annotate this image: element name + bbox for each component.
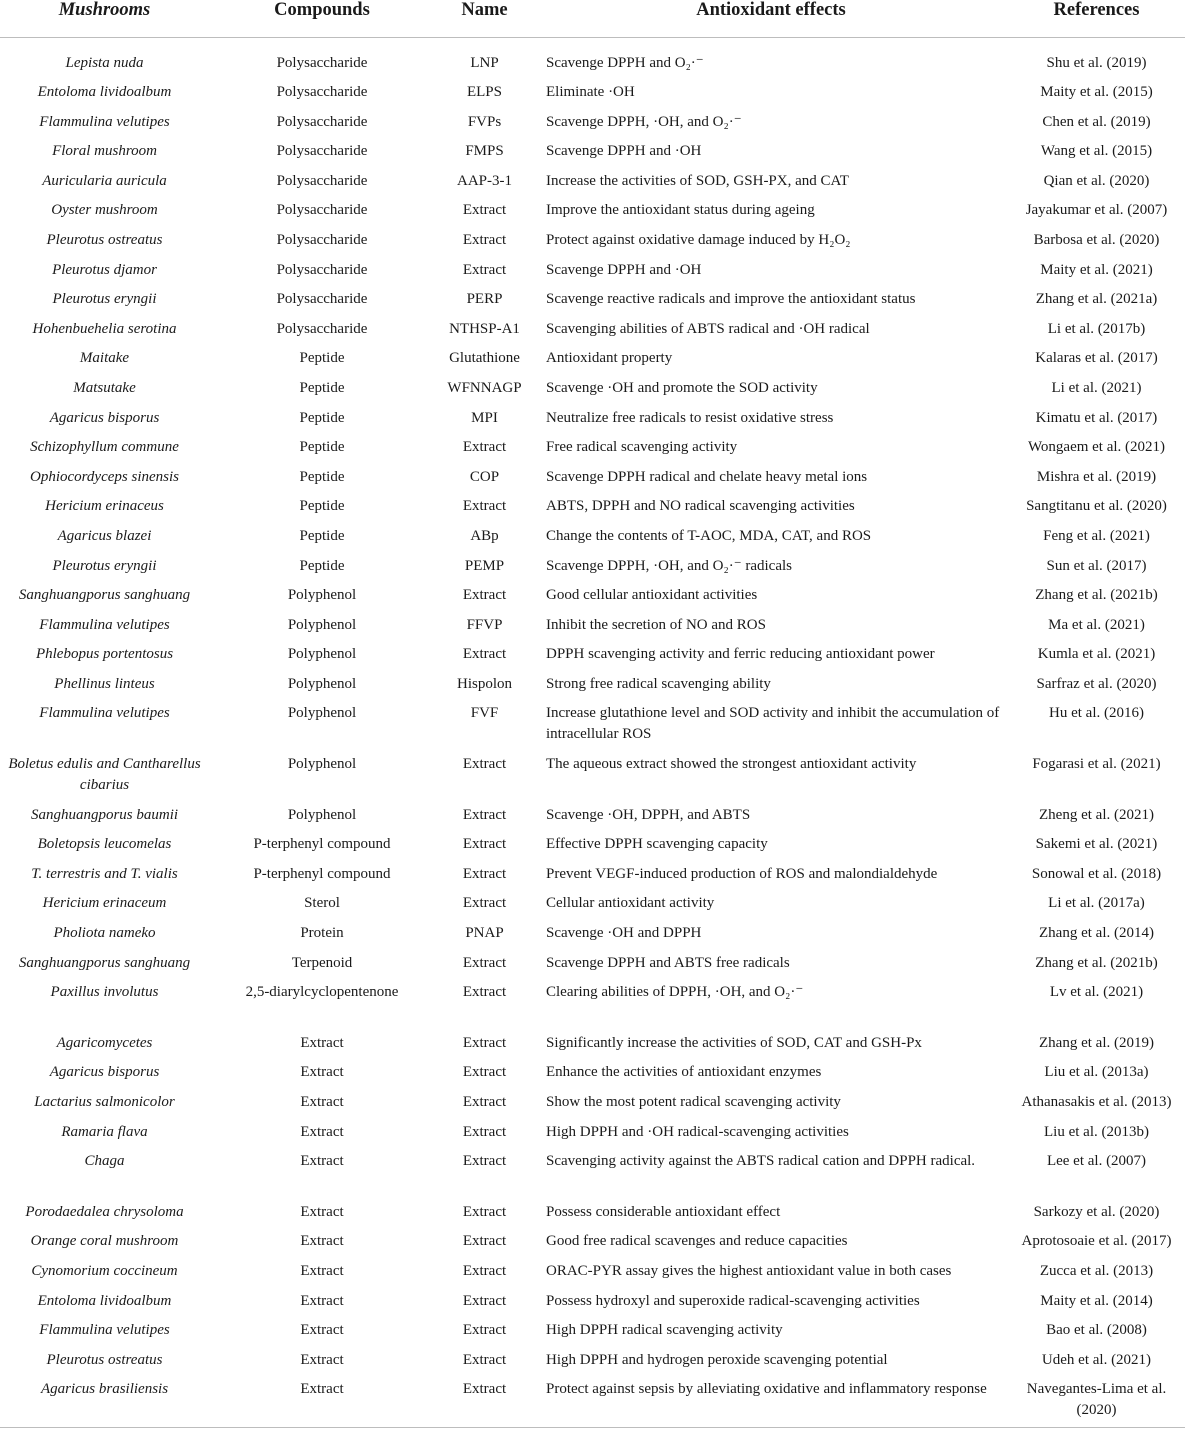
cell-reference: Mishra et al. (2019) xyxy=(1036,468,1157,485)
cell-mushroom: Oyster mushroom xyxy=(51,202,158,219)
cell-antioxidant-effect: Inhibit the secretion of NO and ROS xyxy=(546,616,766,633)
table-row xyxy=(0,638,1185,668)
cell-antioxidant-effect: Scavenge DPPH and ABTS free radicals xyxy=(546,954,790,971)
cell-reference: Liu et al. (2013a) xyxy=(1044,1064,1149,1081)
cell-antioxidant-effect: Increase glutathione level and SOD activity and inhibit the accumulation of intracellular ROS xyxy=(546,705,1000,743)
cell-mushroom: Agaricus bisporus xyxy=(49,1064,160,1081)
table-row xyxy=(0,490,1185,520)
cell-compound: Extract xyxy=(300,1351,344,1368)
cell-name: Extract xyxy=(462,439,507,456)
cell-name: Extract xyxy=(462,1292,507,1309)
cell-mushroom: Schizophyllum commune xyxy=(30,439,179,456)
cell-mushroom: Maitake xyxy=(79,350,130,367)
cell-name: Extract xyxy=(462,587,507,604)
cell-antioxidant-effect: Clearing abilities of DPPH, ·OH, and O₂·⁻ xyxy=(546,984,804,1001)
cell-compound: Polyphenol xyxy=(287,616,357,633)
cell-reference: Hu et al. (2016) xyxy=(1049,705,1144,722)
cell-reference: Kalaras et al. (2017) xyxy=(1035,350,1158,367)
cell-name: FMPS xyxy=(465,143,504,160)
cell-antioxidant-effect: Scavenge DPPH and ·OH xyxy=(546,261,702,278)
cell-mushroom: Agaricus bisporus xyxy=(49,409,160,426)
cell-compound: P-terphenyl compound xyxy=(253,865,391,882)
cell-name: LNP xyxy=(470,55,499,71)
cell-compound: Protein xyxy=(300,925,344,942)
cell-reference: Navegantes-Lima et al. (2020) xyxy=(1008,1373,1185,1428)
cell-reference: Zhang et al. (2019) xyxy=(1039,1034,1154,1051)
cell-compound: Peptide xyxy=(299,498,345,515)
cell-name: AAP-3-1 xyxy=(457,172,512,189)
cell-compound: Polyphenol xyxy=(287,756,357,773)
table-row xyxy=(0,194,1185,224)
cell-antioxidant-effect: The aqueous extract showed the strongest antioxidant activity xyxy=(546,756,917,773)
cell-compound: Extract xyxy=(300,1292,344,1309)
cell-mushroom: Flammulina velutipes xyxy=(39,705,170,722)
table-row xyxy=(0,1225,1185,1255)
cell-name: PNAP xyxy=(465,925,504,942)
header-row xyxy=(0,0,1185,38)
cell-compound: Polyphenol xyxy=(287,587,357,604)
cell-compound: Extract xyxy=(300,1094,344,1110)
cell-compound: Polysaccharide xyxy=(276,84,368,100)
cell-compound: Polysaccharide xyxy=(276,291,368,308)
table-row xyxy=(0,1116,1185,1146)
table-row xyxy=(0,283,1185,313)
table-row xyxy=(0,313,1185,343)
cell-reference: Zhang et al. (2021b) xyxy=(1035,954,1158,971)
cell-name: Extract xyxy=(462,646,507,663)
cell-antioxidant-effect: Scavenging abilities of ABTS radical and ·OH radical xyxy=(546,320,870,337)
cell-reference: Feng et al. (2021) xyxy=(1043,527,1150,544)
cell-compound: Peptide xyxy=(299,439,345,456)
table-row xyxy=(0,461,1185,491)
cell-antioxidant-effect: Significantly increase the activities of SOD, CAT and GSH-Px xyxy=(546,1034,922,1051)
cell-reference: Sarkozy et al. (2020) xyxy=(1033,1203,1160,1220)
cell-compound: Polyphenol xyxy=(287,646,357,663)
cell-name: Extract xyxy=(462,1153,507,1170)
table-row xyxy=(0,799,1185,829)
header-mushrooms: Mushrooms xyxy=(0,0,209,38)
cell-name: Extract xyxy=(462,1123,507,1140)
cell-mushroom: Ophiocordyceps sinensis xyxy=(29,468,179,485)
table-row xyxy=(0,858,1185,888)
table-row xyxy=(0,224,1185,254)
cell-mushroom: Cynomorium coccineum xyxy=(31,1262,178,1279)
cell-name: FFVP xyxy=(466,616,503,633)
cell-compound: Extract xyxy=(209,1373,435,1428)
cell-mushroom: Auricularia auricula xyxy=(42,172,167,189)
cell-mushroom: Sanghuangporus baumii xyxy=(30,806,179,823)
cell-compound: Peptide xyxy=(299,557,345,574)
cell-reference: Udeh et al. (2021) xyxy=(1041,1351,1152,1368)
cell-compound: Peptide xyxy=(299,468,345,485)
cell-reference: Zheng et al. (2021) xyxy=(1039,806,1154,823)
cell-name: COP xyxy=(469,468,500,485)
cell-name: Extract xyxy=(462,806,507,823)
table-row xyxy=(0,1314,1185,1344)
cell-reference: Fogarasi et al. (2021) xyxy=(1032,756,1161,773)
cell-reference: Maity et al. (2021) xyxy=(1040,261,1153,278)
table-row xyxy=(0,135,1185,165)
cell-reference: Li et al. (2017a) xyxy=(1048,895,1145,912)
cell-mushroom: Lactarius salmonicolor xyxy=(34,1094,175,1110)
cell-compound: Polysaccharide xyxy=(276,231,368,248)
table-row xyxy=(0,254,1185,284)
cell-mushroom: Pleurotus ostreatus xyxy=(46,231,163,248)
cell-antioxidant-effect: DPPH scavenging activity and ferric reducing antioxidant power xyxy=(546,646,935,663)
cell-antioxidant-effect: Prevent VEGF-induced production of ROS and malondialdehyde xyxy=(546,865,938,882)
cell-mushroom: Pleurotus eryngii xyxy=(52,291,157,308)
cell-mushroom: Paxillus involutus xyxy=(50,984,159,1001)
cell-compound: Polysaccharide xyxy=(276,261,368,278)
cell-antioxidant-effect: Effective DPPH scavenging capacity xyxy=(546,836,768,853)
cell-name: Extract xyxy=(462,1233,507,1250)
cell-mushroom: Sanghuangporus sanghuang xyxy=(18,587,191,604)
cell-compound: Polysaccharide xyxy=(276,320,368,337)
header-name: Name xyxy=(435,0,534,38)
cell-mushroom: Flammulina velutipes xyxy=(39,1322,170,1339)
table-row xyxy=(0,1086,1185,1116)
cell-mushroom: Entoloma lividoalbum xyxy=(37,1292,172,1309)
cell-mushroom: Hericium erinaceum xyxy=(42,895,167,912)
cell-antioxidant-effect: ORAC-PYR assay gives the highest antioxidant value in both cases xyxy=(546,1262,952,1279)
cell-mushroom: Agaricomycetes xyxy=(56,1034,153,1051)
cell-antioxidant-effect: Neutralize free radicals to resist oxidative stress xyxy=(546,409,834,426)
cell-reference: Lv et al. (2021) xyxy=(1049,984,1144,1001)
table-row xyxy=(0,976,1185,1027)
cell-antioxidant-effect: Enhance the activities of antioxidant enzymes xyxy=(546,1064,822,1081)
cell-antioxidant-effect: Possess considerable antioxidant effect xyxy=(546,1203,781,1220)
cell-mushroom: Flammulina velutipes xyxy=(39,616,170,633)
cell-antioxidant-effect: ABTS, DPPH and NO radical scavenging activities xyxy=(546,498,855,515)
cell-reference: Kumla et al. (2021) xyxy=(1037,646,1156,663)
cell-name: Extract xyxy=(462,498,507,515)
cell-mushroom: Agaricus brasiliensis xyxy=(0,1373,209,1428)
cell-compound: Extract xyxy=(300,1233,344,1250)
cell-antioxidant-effect: Increase the activities of SOD, GSH-PX, and CAT xyxy=(546,172,849,189)
cell-name: ABp xyxy=(470,527,499,544)
cell-compound: Extract xyxy=(300,1123,344,1140)
cell-mushroom: Pholiota nameko xyxy=(53,925,156,942)
cell-reference: Sangtitanu et al. (2020) xyxy=(1026,498,1167,515)
cell-name: Extract xyxy=(435,1373,534,1428)
cell-name: Extract xyxy=(462,231,507,248)
table-row xyxy=(0,748,1185,799)
cell-mushroom: Porodaedalea chrysoloma xyxy=(25,1203,184,1220)
cell-antioxidant-effect: Scavenge DPPH and O₂·⁻ xyxy=(546,55,704,71)
cell-reference: Sarfraz et al. (2020) xyxy=(1036,675,1157,692)
cell-mushroom: Phlebopus portentosus xyxy=(35,646,174,663)
cell-name: Hispolon xyxy=(456,675,512,692)
cell-mushroom: Hohenbuehelia serotina xyxy=(32,320,177,337)
table-row xyxy=(0,917,1185,947)
cell-name: PERP xyxy=(466,291,503,308)
table-row xyxy=(0,1145,1185,1196)
cell-antioxidant-effect: Scavenge reactive radicals and improve the antioxidant status xyxy=(546,291,916,308)
cell-name: Extract xyxy=(462,895,507,912)
cell-mushroom: Matsutake xyxy=(73,379,136,396)
cell-antioxidant-effect: Antioxidant property xyxy=(546,350,673,367)
table-row xyxy=(0,550,1185,580)
cell-compound: Extract xyxy=(300,1262,344,1279)
cell-reference: Qian et al. (2020) xyxy=(1043,172,1150,189)
cell-compound: Extract xyxy=(300,1203,344,1220)
cell-mushroom: Phellinus linteus xyxy=(54,675,155,692)
cell-compound: Peptide xyxy=(299,350,345,367)
cell-compound: Polyphenol xyxy=(287,705,357,722)
table-row xyxy=(0,828,1185,858)
table-row xyxy=(0,697,1185,748)
header-references: References xyxy=(1008,0,1185,38)
cell-compound: 2,5-diarylcyclopentenone xyxy=(245,984,399,1001)
cell-name: Extract xyxy=(462,1034,507,1051)
table-row xyxy=(0,431,1185,461)
cell-name: Extract xyxy=(462,202,507,219)
table-row xyxy=(0,106,1185,136)
cell-antioxidant-effect: Show the most potent radical scavenging activity xyxy=(546,1094,841,1110)
cell-reference: Jayakumar et al. (2007) xyxy=(1025,202,1168,219)
cell-reference: Sakemi et al. (2021) xyxy=(1035,836,1158,853)
cell-name: Extract xyxy=(462,954,507,971)
cell-antioxidant-effect: Good free radical scavenges and reduce capacities xyxy=(546,1233,848,1250)
cell-name: Glutathione xyxy=(449,350,520,367)
cell-name: MPI xyxy=(471,409,498,426)
cell-antioxidant-effect: Scavenge ·OH and DPPH xyxy=(546,925,702,942)
cell-mushroom: Sanghuangporus sanghuang xyxy=(18,954,191,971)
cell-mushroom: Pleurotus ostreatus xyxy=(46,1351,163,1368)
cell-compound: Extract xyxy=(300,1064,344,1081)
cell-compound: Polysaccharide xyxy=(276,143,368,160)
cell-compound: Polyphenol xyxy=(287,806,357,823)
cell-reference: Ma et al. (2021) xyxy=(1048,616,1145,633)
cell-reference: Zhang et al. (2021b) xyxy=(1035,587,1158,604)
cell-compound: Terpenoid xyxy=(291,954,353,971)
table-row xyxy=(0,668,1185,698)
table-row xyxy=(0,342,1185,372)
table-row xyxy=(0,520,1185,550)
cell-mushroom: T. terrestris and T. vialis xyxy=(31,865,178,882)
cell-reference: Wang et al. (2015) xyxy=(1040,143,1153,160)
cell-mushroom: Chaga xyxy=(84,1153,125,1170)
cell-antioxidant-effect: Scavenge DPPH, ·OH, and O₂·⁻ xyxy=(546,113,742,130)
table-row xyxy=(0,609,1185,639)
cell-antioxidant-effect: Possess hydroxyl and superoxide radical-scavenging activities xyxy=(546,1292,920,1309)
cell-antioxidant-effect: Scavenge DPPH and ·OH xyxy=(546,143,702,160)
cell-name: Extract xyxy=(462,836,507,853)
cell-antioxidant-effect: Scavenge ·OH, DPPH, and ABTS xyxy=(546,806,751,823)
cell-mushroom: Flammulina velutipes xyxy=(39,113,170,130)
cell-reference: Wongaem et al. (2021) xyxy=(1027,439,1166,456)
table-row xyxy=(0,1027,1185,1057)
table-row xyxy=(0,579,1185,609)
table-row xyxy=(0,1255,1185,1285)
cell-antioxidant-effect: Scavenge DPPH radical and chelate heavy metal ions xyxy=(546,468,868,485)
table-header xyxy=(0,0,1185,38)
table-row xyxy=(0,402,1185,432)
cell-reference: Lee et al. (2007) xyxy=(1046,1153,1147,1170)
cell-compound: Polysaccharide xyxy=(276,113,368,130)
cell-antioxidant-effect: Eliminate ·OH xyxy=(546,84,635,100)
cell-reference: Sun et al. (2017) xyxy=(1046,557,1147,574)
table-row xyxy=(0,38,1185,77)
cell-mushroom: Agaricus blazei xyxy=(57,527,152,544)
cell-name: FVF xyxy=(470,705,499,722)
cell-mushroom: Boletopsis leucomelas xyxy=(37,836,172,853)
cell-antioxidant-effect: Scavenging activity against the ABTS radical cation and DPPH radical. xyxy=(546,1153,976,1170)
cell-reference: Maity et al. (2014) xyxy=(1040,1292,1153,1309)
cell-name: Extract xyxy=(462,865,507,882)
cell-mushroom: Ramaria flava xyxy=(61,1123,148,1140)
cell-name: PEMP xyxy=(464,557,505,574)
table-row xyxy=(0,887,1185,917)
cell-compound: Peptide xyxy=(299,409,345,426)
cell-mushroom: Entoloma lividoalbum xyxy=(37,84,172,100)
cell-compound: Extract xyxy=(300,1034,344,1051)
cell-mushroom: Floral mushroom xyxy=(52,143,157,160)
cell-antioxidant-effect: Strong free radical scavenging ability xyxy=(546,675,771,692)
table-row xyxy=(0,1344,1185,1374)
table-row xyxy=(0,372,1185,402)
cell-reference: Kimatu et al. (2017) xyxy=(1035,409,1158,426)
table-body xyxy=(0,38,1185,1428)
cell-antioxidant-effect: Improve the antioxidant status during ageing xyxy=(546,202,815,219)
cell-mushroom: Pleurotus djamor xyxy=(52,261,157,278)
cell-name: FVPs xyxy=(467,113,502,130)
cell-reference: Zucca et al. (2013) xyxy=(1039,1262,1154,1279)
table-row xyxy=(0,1196,1185,1226)
cell-mushroom: Pleurotus eryngii xyxy=(52,557,157,574)
cell-name: Extract xyxy=(462,1322,507,1339)
cell-name: Extract xyxy=(462,984,507,1001)
cell-compound: Extract xyxy=(300,1322,344,1339)
table-row xyxy=(0,1056,1185,1086)
cell-reference: Barbosa et al. (2020) xyxy=(1033,231,1160,248)
cell-reference: Li et al. (2021) xyxy=(1051,379,1142,396)
cell-compound: Polysaccharide xyxy=(276,55,368,71)
cell-antioxidant-effect: Protect against sepsis by alleviating oxidative and inflammatory response xyxy=(534,1373,1008,1428)
cell-reference: Zhang et al. (2021a) xyxy=(1035,291,1158,308)
cell-reference: Athanasakis et al. (2013) xyxy=(1021,1094,1172,1110)
cell-reference: Aprotosoaie et al. (2017) xyxy=(1021,1233,1172,1250)
cell-name: Extract xyxy=(462,261,507,278)
cell-reference: Zhang et al. (2014) xyxy=(1039,925,1154,942)
cell-antioxidant-effect: Good cellular antioxidant activities xyxy=(546,587,758,604)
cell-mushroom: Lepista nuda xyxy=(65,55,144,71)
cell-mushroom: Hericium erinaceus xyxy=(45,498,164,515)
cell-name: Extract xyxy=(462,1064,507,1081)
cell-reference: Chen et al. (2019) xyxy=(1042,113,1151,130)
cell-name: Extract xyxy=(462,756,507,773)
table-row xyxy=(0,1373,1185,1428)
cell-compound: Extract xyxy=(300,1153,344,1170)
cell-name: ELPS xyxy=(466,84,502,100)
cell-name: Extract xyxy=(462,1094,507,1110)
cell-reference: Maity et al. (2015) xyxy=(1040,84,1153,100)
cell-compound: Polysaccharide xyxy=(276,202,368,219)
cell-antioxidant-effect: Scavenge ·OH and promote the SOD activity xyxy=(546,379,818,396)
cell-antioxidant-effect: Free radical scavenging activity xyxy=(546,439,738,456)
cell-reference: Bao et al. (2008) xyxy=(1046,1322,1147,1339)
cell-antioxidant-effect: Scavenge DPPH, ·OH, and O₂·⁻ radicals xyxy=(546,557,793,574)
table-row xyxy=(0,76,1185,106)
cell-reference: Li et al. (2017b) xyxy=(1047,320,1146,337)
cell-antioxidant-effect: Protect against oxidative damage induced by H₂O₂ xyxy=(546,231,851,248)
cell-antioxidant-effect: Change the contents of T-AOC, MDA, CAT, and ROS xyxy=(546,527,872,544)
table-row xyxy=(0,947,1185,977)
cell-antioxidant-effect: High DPPH and ·OH radical-scavenging activities xyxy=(546,1123,849,1140)
cell-compound: Sterol xyxy=(304,895,340,912)
cell-antioxidant-effect: High DPPH radical scavenging activity xyxy=(546,1322,783,1339)
cell-reference: Shu et al. (2019) xyxy=(1046,55,1147,71)
cell-compound: Polysaccharide xyxy=(276,172,368,189)
cell-name: Extract xyxy=(462,1351,507,1368)
header-antioxidant-effects: Antioxidant effects xyxy=(534,0,1008,38)
cell-name: Extract xyxy=(462,1203,507,1220)
cell-mushroom: Orange coral mushroom xyxy=(30,1233,179,1250)
cell-name: WFNNAGP xyxy=(447,379,522,396)
cell-reference: Liu et al. (2013b) xyxy=(1044,1123,1149,1140)
table-row xyxy=(0,165,1185,195)
cell-reference: Sonowal et al. (2018) xyxy=(1031,865,1162,882)
cell-compound: Peptide xyxy=(299,527,345,544)
cell-antioxidant-effect: High DPPH and hydrogen peroxide scavenging potential xyxy=(546,1351,888,1368)
cell-antioxidant-effect: Cellular antioxidant activity xyxy=(546,895,715,912)
table-row xyxy=(0,1285,1185,1315)
cell-name: NTHSP-A1 xyxy=(449,320,520,337)
header-compounds: Compounds xyxy=(209,0,435,38)
cell-compound: Peptide xyxy=(299,379,345,396)
cell-name: Extract xyxy=(462,1262,507,1279)
cell-compound: Polyphenol xyxy=(287,675,357,692)
cell-compound: P-terphenyl compound xyxy=(253,836,391,853)
cell-mushroom: Boletus edulis and Cantharellus cibarius xyxy=(8,756,201,794)
